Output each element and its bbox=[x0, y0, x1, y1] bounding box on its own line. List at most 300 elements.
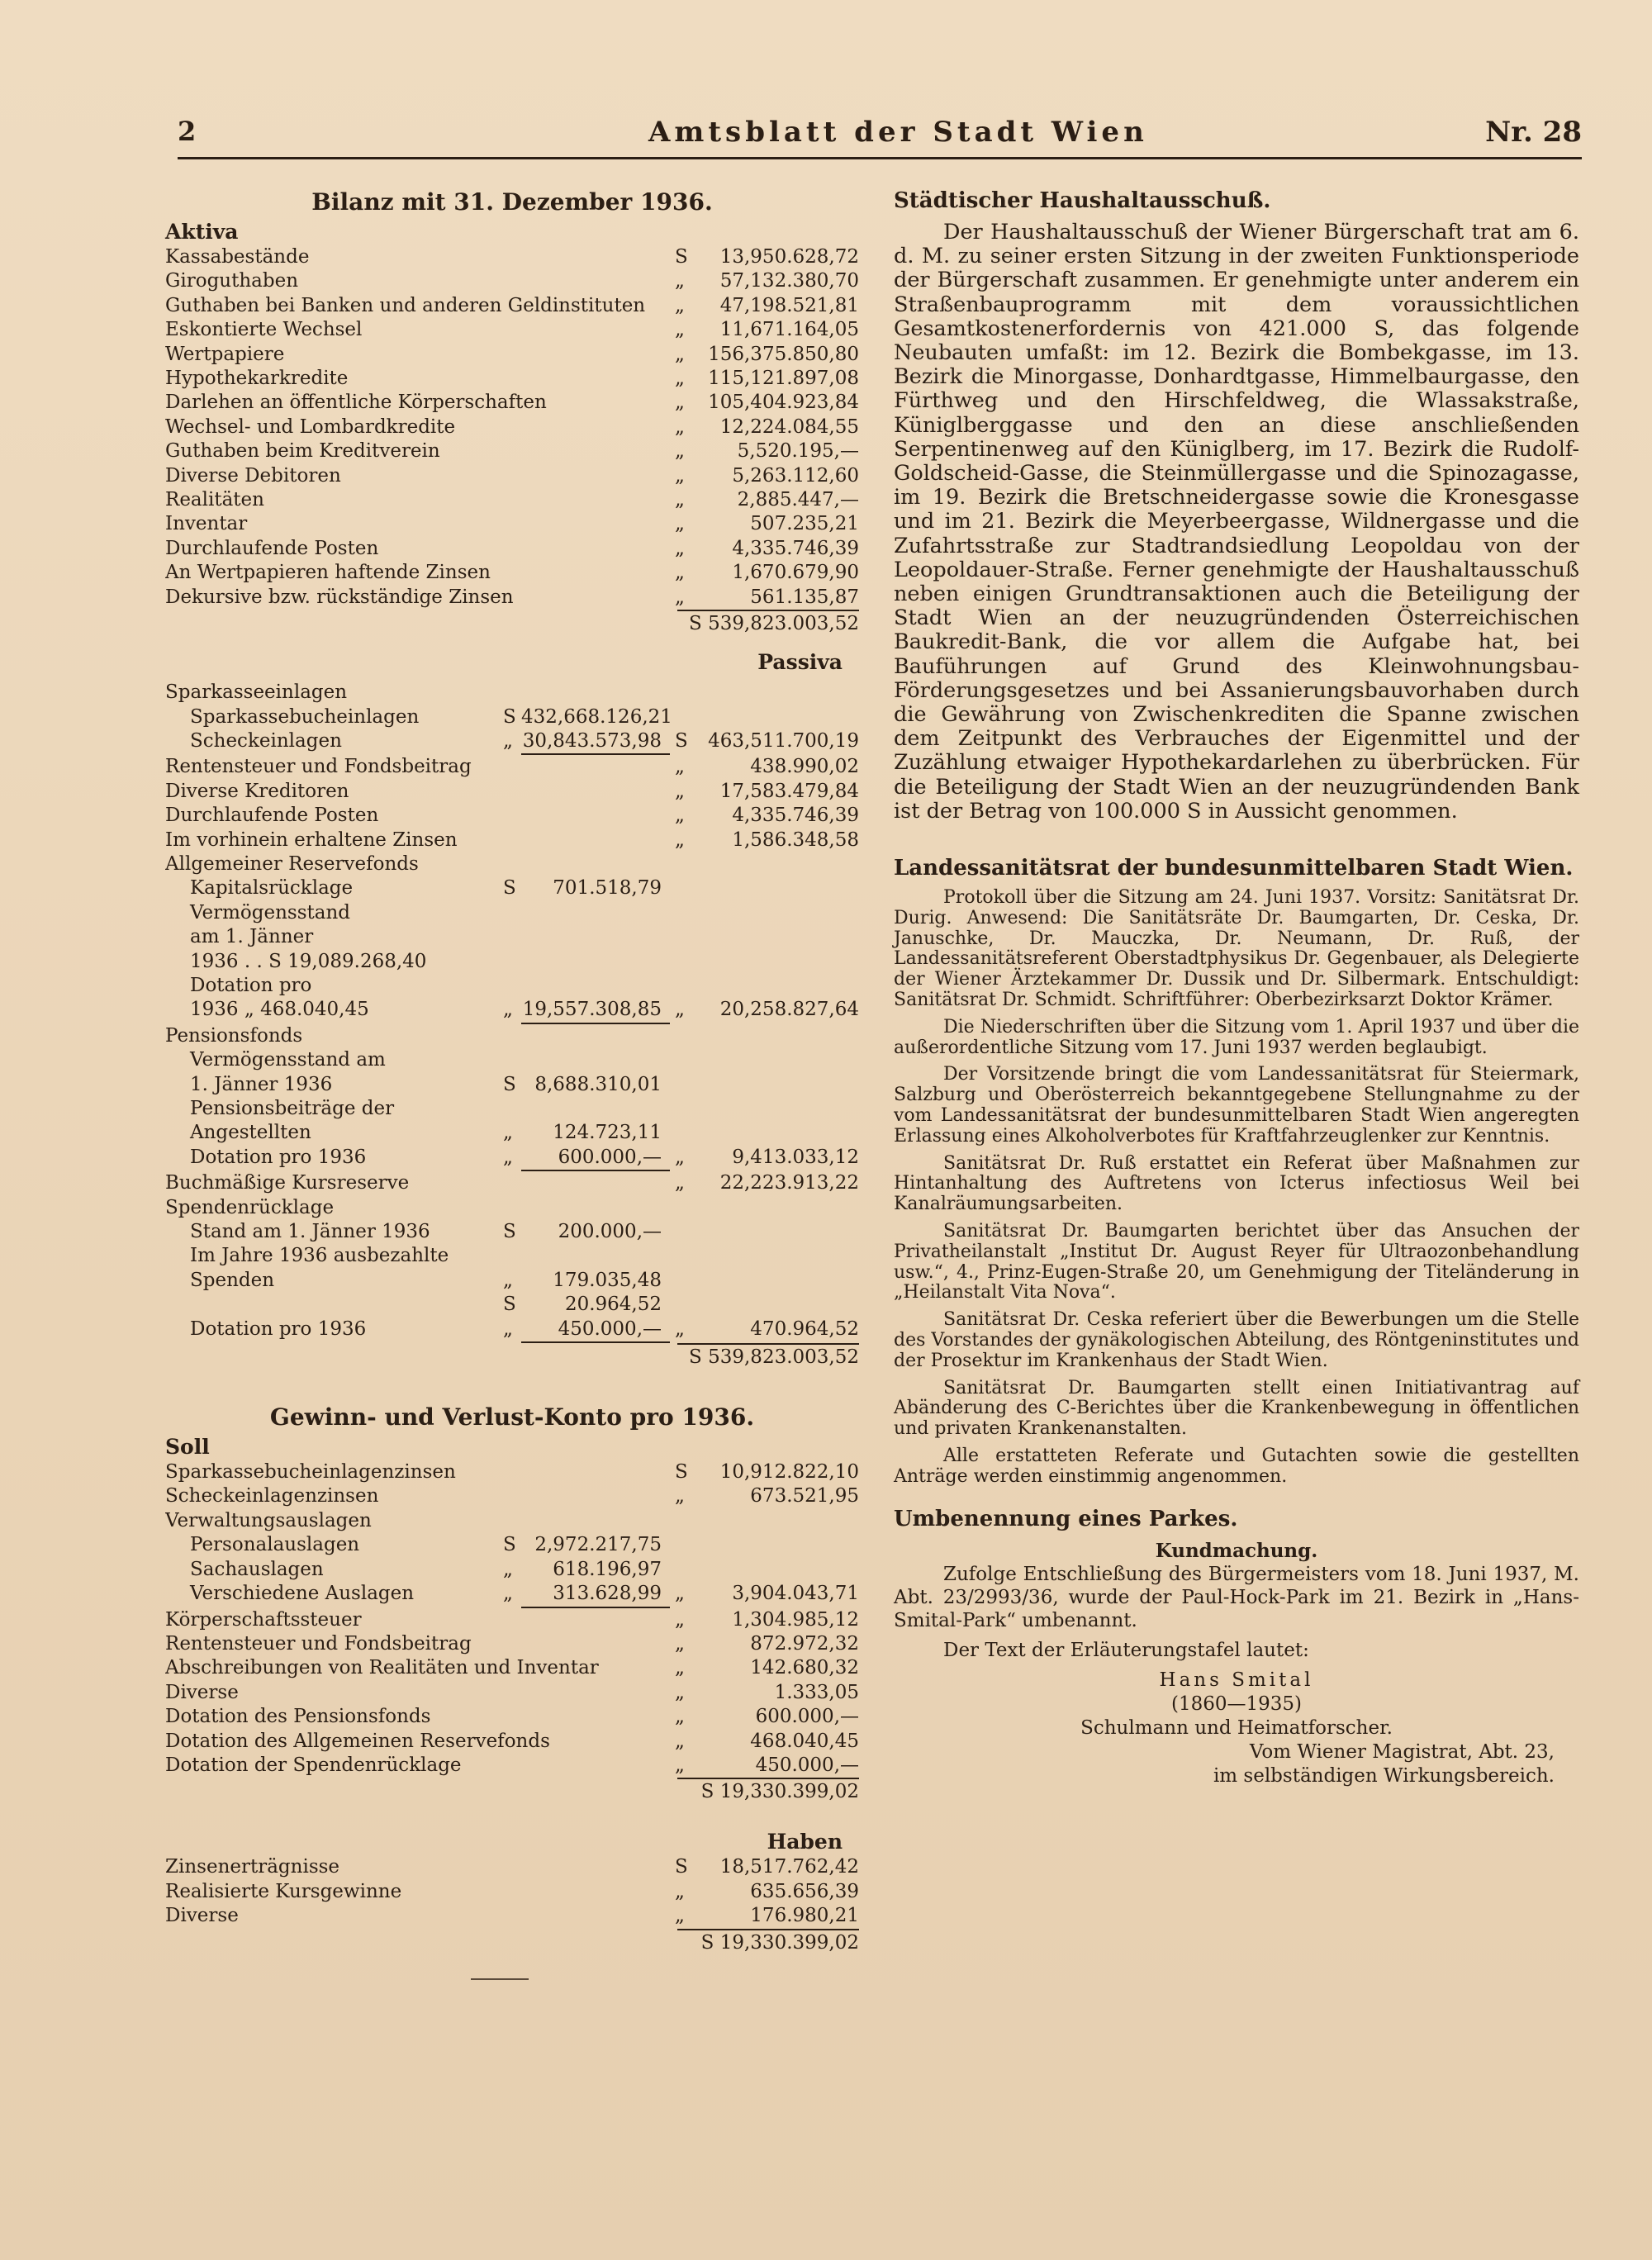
reserve-row bbox=[165, 974, 859, 998]
row-value bbox=[698, 876, 859, 900]
row-value: 18,517.762,42 bbox=[719, 1856, 859, 1878]
row-value: 1.333,05 bbox=[774, 1681, 859, 1703]
soll-list-a bbox=[165, 1460, 859, 1509]
row-value bbox=[698, 1121, 859, 1145]
row-subtotal: 313.628,99 bbox=[521, 1582, 670, 1607]
row-label: Wechsel- und Lombardkredite bbox=[165, 415, 456, 438]
row-currency bbox=[670, 1048, 698, 1072]
park-sign-2: im selbständigen Wirkungsbereich. bbox=[1213, 1765, 1555, 1787]
row-subtotal-currency: S bbox=[503, 1534, 516, 1556]
row-label: Durchlaufende Posten bbox=[165, 537, 379, 559]
aktiva-row bbox=[165, 269, 859, 293]
sanitaet-paragraph: Sanitätsrat Dr. Baumgarten berichtet über das Ansuchen der Privatheilanstalt „Institut Dr. August Reyer für Ultraozonbehandlung usw.“, 4., Prinz-Eugen-Straße 20, um Genehmigung der Titeländerung in „Heilanstalt Vita Nova“. bbox=[894, 1221, 1579, 1303]
reserve-list bbox=[165, 876, 859, 1023]
row-currency bbox=[670, 1558, 698, 1582]
row-currency: „ bbox=[675, 1318, 685, 1340]
row-label: Rentensteuer und Fondsbeitrag bbox=[165, 1632, 472, 1655]
row-subtotal-currency bbox=[503, 974, 521, 998]
row-subtotal: 19,557.308,85 bbox=[521, 998, 670, 1023]
row-label: Diverse Kreditoren bbox=[165, 780, 349, 802]
row-value: 3,904.043,71 bbox=[732, 1583, 859, 1605]
spenden-row bbox=[165, 1244, 859, 1268]
closing-rule bbox=[471, 1978, 529, 1980]
row-subtotal-currency: „ bbox=[503, 999, 513, 1021]
verwaltung-row bbox=[165, 1582, 859, 1607]
soll-row bbox=[165, 1730, 859, 1754]
row-label: Zinsenerträgnisse bbox=[165, 1856, 340, 1878]
row-subtotal: 8,688.310,01 bbox=[534, 1073, 662, 1095]
row-subtotal-currency: S bbox=[503, 1294, 516, 1316]
row-label: Stand am 1. Jänner 1936 bbox=[190, 1221, 430, 1243]
park-intro: Der Text der Erläuterungstafel lautet: bbox=[943, 1639, 1309, 1661]
row-currency bbox=[670, 974, 698, 998]
soll-row bbox=[165, 1460, 859, 1484]
bilanz-title: Bilanz mit 31. Dezember 1936. bbox=[311, 188, 713, 216]
page-header bbox=[178, 116, 1582, 155]
row-currency bbox=[670, 901, 698, 925]
row-value: 176.980,21 bbox=[750, 1905, 859, 1927]
park-subtitle: Kundmachung. bbox=[1155, 1539, 1318, 1562]
spenden-list bbox=[165, 1220, 859, 1343]
soll-list-b bbox=[165, 1608, 859, 1778]
passiva-heading: Passiva bbox=[757, 650, 843, 675]
row-value: 105,404.923,84 bbox=[708, 392, 859, 414]
row-currency: „ bbox=[675, 562, 685, 584]
row-subtotal: 2,972.217,75 bbox=[534, 1534, 662, 1556]
pension-list bbox=[165, 1048, 859, 1171]
passiva-row bbox=[165, 705, 859, 729]
row-label: Darlehen an öffentliche Körperschaften bbox=[165, 392, 547, 414]
row-value: 142.680,32 bbox=[750, 1657, 859, 1679]
spenden-row bbox=[165, 1220, 859, 1244]
row-value bbox=[698, 1269, 859, 1293]
row-currency: „ bbox=[675, 392, 685, 414]
row-currency: „ bbox=[675, 415, 685, 438]
row-label: Giroguthaben bbox=[165, 270, 299, 292]
row-label: Durchlaufende Posten bbox=[165, 805, 379, 827]
row-label: Im Jahre 1936 ausbezahlte bbox=[190, 1245, 449, 1267]
row-label: Diverse bbox=[165, 1905, 239, 1927]
row-value: 4,335.746,39 bbox=[732, 805, 859, 827]
row-value: 507.235,21 bbox=[750, 513, 859, 535]
row-label: Inventar bbox=[165, 513, 248, 535]
passiva-row bbox=[165, 829, 859, 852]
row-label: Dotation pro 1936 bbox=[190, 1146, 367, 1168]
row-label: Körperschaftssteuer bbox=[165, 1608, 362, 1631]
soll-row bbox=[165, 1656, 859, 1680]
row-value: 11,671.164,05 bbox=[719, 319, 859, 341]
row-subtotal-currency: S bbox=[503, 705, 516, 728]
row-subtotal bbox=[521, 974, 670, 998]
row-subtotal-currency: „ bbox=[503, 1558, 513, 1580]
row-label: Realisierte Kursgewinne bbox=[165, 1880, 402, 1902]
row-currency bbox=[670, 1269, 698, 1293]
row-currency bbox=[670, 1244, 698, 1268]
row-value: 17,583.479,84 bbox=[719, 780, 859, 802]
row-value: 10,912.822,10 bbox=[719, 1461, 859, 1484]
row-subtotal-currency: „ bbox=[503, 1146, 513, 1168]
sanitaet-title: Landessanitätsrat der bundesunmittelbaren Stadt Wien. bbox=[894, 856, 1574, 881]
row-currency: „ bbox=[675, 1730, 685, 1752]
aktiva-list bbox=[165, 245, 859, 610]
row-currency: „ bbox=[675, 319, 685, 341]
row-value: 12,224.084,55 bbox=[719, 415, 859, 438]
row-value: 1,670.679,90 bbox=[732, 562, 859, 584]
reserve-row bbox=[165, 901, 859, 925]
soll-row bbox=[165, 1705, 859, 1729]
row-subtotal bbox=[521, 925, 670, 949]
row-currency: „ bbox=[675, 1754, 685, 1776]
row-value: 463,511.700,19 bbox=[708, 729, 859, 752]
row-label: Dotation des Allgemeinen Reservefonds bbox=[165, 1730, 550, 1752]
row-subtotal-currency bbox=[503, 755, 521, 779]
row-subtotal: 432,668.126,21 bbox=[521, 705, 672, 728]
aktiva-row bbox=[165, 391, 859, 415]
row-currency: „ bbox=[675, 1880, 685, 1902]
row-label bbox=[165, 1293, 503, 1317]
row-label: Sparkassebucheinlagenzinsen bbox=[165, 1461, 456, 1484]
row-label: Guthaben bei Banken und anderen Geldinstituten bbox=[165, 294, 646, 316]
row-label: Vermögensstand bbox=[190, 901, 351, 923]
aktiva-row bbox=[165, 245, 859, 269]
reserve-row bbox=[165, 876, 859, 900]
row-currency: „ bbox=[675, 513, 685, 535]
row-currency: „ bbox=[675, 368, 685, 390]
verwaltung-heading: Verwaltungsauslagen bbox=[165, 1509, 372, 1531]
row-value: 673.521,95 bbox=[750, 1485, 859, 1507]
haben-total: S 19,330.399,02 bbox=[165, 1929, 859, 1955]
row-subtotal: 450.000,— bbox=[521, 1318, 670, 1343]
park-years: (1860—1935) bbox=[1170, 1693, 1302, 1715]
aktiva-row bbox=[165, 367, 859, 391]
passiva-list bbox=[165, 705, 859, 852]
row-label: Kassabestände bbox=[165, 246, 310, 268]
park-role: Schulmann und Heimatforscher. bbox=[1080, 1716, 1393, 1739]
row-value bbox=[698, 901, 859, 925]
passiva-row bbox=[165, 755, 859, 779]
row-value: 4,335.746,39 bbox=[732, 537, 859, 559]
verwaltung-list bbox=[165, 1533, 859, 1607]
row-subtotal-currency: „ bbox=[503, 1269, 513, 1291]
row-currency: „ bbox=[675, 1485, 685, 1507]
row-value: 115,121.897,08 bbox=[708, 368, 859, 390]
park-text: Zufolge Entschließung des Bürgermeisters vom 18. Juni 1937, M. Abt. 23/2993/36, wurde der Paul-Hock-Park im 21. Bezirk in „Hans-Smital-Park“ umbenannt. bbox=[894, 1563, 1579, 1631]
verwaltung-row bbox=[165, 1533, 859, 1557]
aktiva-row bbox=[165, 488, 859, 512]
row-value: 47,198.521,81 bbox=[719, 294, 859, 316]
row-currency bbox=[670, 925, 698, 949]
row-label: Pensionsbeiträge der bbox=[190, 1098, 395, 1119]
row-subtotal-currency bbox=[503, 1048, 521, 1072]
row-label: Angestellten bbox=[190, 1122, 311, 1144]
row-subtotal-currency bbox=[503, 804, 521, 828]
row-currency: „ bbox=[675, 1706, 685, 1728]
row-subtotal-currency bbox=[503, 925, 521, 949]
row-label: Guthaben beim Kreditverein bbox=[165, 440, 440, 463]
row-subtotal: 20.964,52 bbox=[564, 1294, 662, 1316]
row-subtotal bbox=[521, 950, 670, 974]
row-currency: „ bbox=[675, 343, 685, 365]
row-label: Wertpapiere bbox=[165, 343, 285, 365]
soll-total: S 19,330.399,02 bbox=[165, 1778, 859, 1804]
aktiva-row bbox=[165, 464, 859, 488]
row-value bbox=[698, 1244, 859, 1268]
row-subtotal: 124.723,11 bbox=[553, 1122, 662, 1144]
reserve-row bbox=[165, 925, 859, 949]
row-subtotal: 179.035,48 bbox=[553, 1269, 662, 1291]
row-subtotal-currency: „ bbox=[503, 729, 513, 752]
row-value: 57,132.380,70 bbox=[719, 270, 859, 292]
aktiva-row bbox=[165, 294, 859, 318]
row-value: 468.040,45 bbox=[750, 1730, 859, 1752]
row-label: Personalauslagen bbox=[190, 1534, 360, 1556]
sparkasse-heading: Sparkasseeinlagen bbox=[165, 681, 348, 704]
row-value: 600.000,— bbox=[755, 1706, 859, 1728]
issue-number: Nr. 28 bbox=[1485, 116, 1582, 149]
row-value bbox=[698, 1073, 859, 1097]
row-currency: „ bbox=[675, 270, 685, 292]
row-label: Verschiedene Auslagen bbox=[190, 1583, 415, 1605]
row-label: Vermögensstand am bbox=[190, 1049, 386, 1071]
row-currency bbox=[670, 705, 698, 729]
row-currency: „ bbox=[675, 780, 685, 802]
row-subtotal-currency: S bbox=[503, 877, 516, 900]
pension-row bbox=[165, 1146, 859, 1171]
reserve-heading: Allgemeiner Reservefonds bbox=[165, 852, 419, 875]
row-subtotal-currency bbox=[503, 780, 521, 804]
row-label: Dotation des Pensionsfonds bbox=[165, 1706, 431, 1728]
row-currency: „ bbox=[675, 586, 685, 608]
soll-row bbox=[165, 1608, 859, 1632]
row-subtotal bbox=[521, 1097, 670, 1121]
row-currency: „ bbox=[675, 756, 685, 778]
row-label: An Wertpapieren haftende Zinsen bbox=[165, 562, 491, 584]
row-label: am 1. Jänner bbox=[190, 926, 314, 948]
row-value: 13,950.628,72 bbox=[719, 246, 859, 268]
sanitaet-paragraph: Die Niederschriften über die Sitzung vom 1. April 1937 und über die außerordentliche Sitzung vom 17. Juni 1937 werden beglaubigt. bbox=[894, 1016, 1579, 1058]
row-currency: S bbox=[675, 1461, 688, 1484]
row-value bbox=[698, 1293, 859, 1317]
sanitaet-paragraph: Protokoll über die Sitzung am 24. Juni 1937. Vorsitz: Sanitätsrat Dr. Durig. Anwesend: Die Sanitätsräte Dr. Baumgarten, Dr. Ceska, Dr. Januschke, Dr. Mauczka, Dr. Neumann, Dr. Ruß, der Landessanitätsreferent Oberstadtphysikus Dr. Gegenbauer, als Delegierte der Wiener Ärztekammer Dr. Dussik und Dr. Silbermark. Entschuldigt: Sanitätsrat Dr. Schmidt. Schriftführer: Oberbezirksarzt Doktor Krämer. bbox=[894, 887, 1579, 1011]
row-label: Rentensteuer und Fondsbeitrag bbox=[165, 756, 472, 778]
sanitaet-paragraph: Sanitätsrat Dr. Baumgarten stellt einen Initiativantrag auf Abänderung des C-Berichtes über die Krankenbewegung in öffentlichen und privaten Krankenanstalten. bbox=[894, 1377, 1579, 1440]
row-label: 1. Jänner 1936 bbox=[190, 1073, 333, 1095]
row-label: Scheckeinlagen bbox=[190, 729, 342, 752]
row-subtotal-currency: „ bbox=[503, 1318, 513, 1340]
spenden-heading: Spendenrücklage bbox=[165, 1196, 335, 1218]
row-subtotal: 618.196,97 bbox=[553, 1558, 662, 1580]
haben-heading: Haben bbox=[767, 1830, 843, 1854]
soll-heading: Soll bbox=[165, 1435, 210, 1460]
pension-row bbox=[165, 1048, 859, 1072]
row-value bbox=[698, 1048, 859, 1072]
aktiva-row bbox=[165, 586, 859, 610]
row-subtotal-currency bbox=[503, 1244, 521, 1268]
row-currency: „ bbox=[675, 464, 685, 487]
pension-heading: Pensionsfonds bbox=[165, 1024, 303, 1047]
row-value: 5,263.112,60 bbox=[732, 464, 859, 487]
row-label: Diverse Debitoren bbox=[165, 464, 341, 487]
row-subtotal-currency: S bbox=[503, 1221, 516, 1243]
row-subtotal bbox=[521, 829, 670, 852]
row-currency: S bbox=[675, 246, 688, 268]
row-value: 20,258.827,64 bbox=[719, 999, 859, 1021]
row-subtotal bbox=[521, 804, 670, 828]
row-subtotal: 30,843.573,98 bbox=[521, 729, 670, 755]
row-currency: „ bbox=[675, 294, 685, 316]
sanitaet-paragraph: Sanitätsrat Dr. Ceska referiert über die Bewerbungen um die Stelle des Vorstandes der gynäkologischen Abteilung, des Röntgeninstitutes und der Prosektur im Krankenhaus der Stadt Wien. bbox=[894, 1309, 1579, 1371]
row-currency: „ bbox=[675, 805, 685, 827]
pension-row bbox=[165, 1097, 859, 1121]
right-column bbox=[894, 186, 1579, 1788]
row-value bbox=[698, 1558, 859, 1582]
spenden-row bbox=[165, 1293, 859, 1317]
soll-row bbox=[165, 1754, 859, 1778]
row-currency bbox=[670, 1220, 698, 1244]
passiva-row bbox=[165, 804, 859, 828]
spenden-row bbox=[165, 1269, 859, 1293]
haben-list bbox=[165, 1855, 859, 1928]
row-subtotal-currency bbox=[503, 901, 521, 925]
park-sign-1: Vom Wiener Magistrat, Abt. 23, bbox=[1249, 1740, 1555, 1763]
sanitaet-paragraph: Der Vorsitzende bringt die vom Landessanitätsrat für Steiermark, Salzburg und Oberösterreich bekanntgegebene Stellungnahme zu der vom Landessanitätsrat der bundesunmittelbaren Stadt Wien angeregten Erlassung eines Alkoholverbotes für Kraftfahrzeuglenker zur Kenntnis. bbox=[894, 1064, 1579, 1147]
guv-title: Gewinn- und Verlust-Konto pro 1936. bbox=[269, 1403, 755, 1431]
soll-row bbox=[165, 1681, 859, 1705]
row-value: 9,413.033,12 bbox=[732, 1146, 859, 1168]
row-label: Dotation pro 1936 bbox=[190, 1318, 367, 1340]
pension-row bbox=[165, 1073, 859, 1097]
row-subtotal: 600.000,— bbox=[521, 1146, 670, 1171]
row-currency bbox=[670, 1073, 698, 1097]
soll-row bbox=[165, 1632, 859, 1656]
row-label: Abschreibungen von Realitäten und Inventar bbox=[165, 1657, 599, 1679]
sanitaet-paragraph: Alle erstatteten Referate und Gutachten sowie die gestellten Anträge werden einstimmig angenommen. bbox=[894, 1446, 1579, 1487]
row-value: 450.000,— bbox=[755, 1754, 859, 1776]
row-currency: „ bbox=[675, 1583, 685, 1605]
page-number: 2 bbox=[178, 116, 197, 147]
row-label: Eskontierte Wechsel bbox=[165, 319, 363, 341]
row-subtotal: 200.000,— bbox=[558, 1221, 662, 1243]
passiva-row bbox=[165, 729, 859, 755]
row-value: 438.990,02 bbox=[750, 756, 859, 778]
row-value bbox=[698, 705, 859, 729]
row-currency: „ bbox=[675, 1657, 685, 1679]
row-currency: „ bbox=[675, 1681, 685, 1703]
row-subtotal-currency bbox=[503, 829, 521, 852]
row-value: 470.964,52 bbox=[750, 1318, 859, 1340]
row-label: Sparkassebucheinlagen bbox=[190, 705, 420, 728]
row-subtotal-currency: S bbox=[503, 1073, 516, 1095]
row-currency: S bbox=[675, 1856, 688, 1878]
row-currency: „ bbox=[675, 1632, 685, 1655]
row-subtotal bbox=[521, 1048, 670, 1072]
row-subtotal-currency: „ bbox=[503, 1122, 513, 1144]
pension-row bbox=[165, 1121, 859, 1145]
row-currency bbox=[670, 1097, 698, 1121]
row-value: 5,520.195,— bbox=[737, 440, 859, 463]
haben-row bbox=[165, 1855, 859, 1879]
row-value bbox=[698, 1220, 859, 1244]
aktiva-heading: Aktiva bbox=[165, 220, 239, 244]
row-currency: „ bbox=[675, 1146, 685, 1168]
row-currency bbox=[670, 1293, 698, 1317]
row-currency: „ bbox=[675, 440, 685, 463]
row-label: Dotation der Spendenrücklage bbox=[165, 1754, 462, 1776]
row-value: 872.972,32 bbox=[750, 1632, 859, 1655]
left-column bbox=[165, 186, 859, 1980]
reserve-row bbox=[165, 950, 859, 974]
row-value: 156,375.850,80 bbox=[708, 343, 859, 365]
row-currency bbox=[670, 876, 698, 900]
row-value bbox=[698, 1533, 859, 1557]
spenden-row bbox=[165, 1318, 859, 1343]
row-label: 1936 . . S 19,089.268,40 bbox=[190, 950, 427, 972]
row-value: 1,586.348,58 bbox=[732, 829, 859, 851]
row-currency: „ bbox=[675, 1905, 685, 1927]
row-currency: S bbox=[675, 729, 688, 752]
kursreserve-row: Buchmäßige Kursreserve „ 22,223.913,22 bbox=[165, 1172, 859, 1194]
row-label: Hypothekarkredite bbox=[165, 368, 349, 390]
row-subtotal-currency: „ bbox=[503, 1583, 513, 1605]
haushalt-title: Städtischer Haushaltausschuß. bbox=[894, 188, 1271, 213]
reserve-row bbox=[165, 998, 859, 1023]
row-label: 1936 „ 468.040,45 bbox=[190, 999, 369, 1021]
aktiva-row bbox=[165, 318, 859, 342]
row-label: Dekursive bzw. rückständige Zinsen bbox=[165, 586, 514, 608]
sanitaet-text bbox=[894, 888, 1579, 1488]
passiva-row bbox=[165, 780, 859, 804]
row-label: Dotation pro bbox=[190, 974, 312, 996]
row-label: Kapitalsrücklage bbox=[190, 877, 354, 900]
sanitaet-paragraph: Sanitätsrat Dr. Ruß erstattet ein Referat über Maßnahmen zur Hintanhaltung des Auftretens von Icterus infectiosus Weil bei Kanalräumungsarbeiten. bbox=[894, 1152, 1579, 1215]
row-currency bbox=[670, 1533, 698, 1557]
row-label: Diverse bbox=[165, 1681, 239, 1703]
soll-row bbox=[165, 1484, 859, 1508]
park-title: Umbenennung eines Parkes. bbox=[894, 1506, 1238, 1531]
row-currency: „ bbox=[675, 1608, 685, 1631]
passiva-total: S 539,823.003,52 bbox=[165, 1343, 859, 1370]
row-subtotal bbox=[521, 901, 670, 925]
masthead-title: Amtsblatt der Stadt Wien bbox=[648, 116, 1148, 149]
header-rule bbox=[178, 157, 1582, 159]
aktiva-row bbox=[165, 415, 859, 439]
haushalt-text: Der Haushaltausschuß der Wiener Bürgerschaft trat am 6. d. M. zu seiner ersten Sitzung in der zweiten Funktionsperiode der Bürgerschaft zusammen. Er genehmigte unter anderem ein Straßenbauprogramm mit dem voraussichtlichen Gesamtkostenerfordernis von 421.000 S, das folgende Neubauten umfaßt: im 12. Bezirk die Bombekgasse, im 13. Bezirk die Minorgasse, Donhardtgasse, Himmelbaurgasse, den Fürthweg und den Hirschfeldweg, die Wlassakstraße, Küniglberggasse und den an diese anschließenden Serpentinenweg auf den Küniglberg, im 17. Bezirk die Rudolf-Goldscheid-Gasse, die Steinmüllergasse und die Spinozagasse, im 19. Bezirk die Bretschneidergasse sowie die Kronesgasse und im 21. Bezirk die Meyerbeergasse, Wildnergasse und die Zufahrtsstraße zur Stadtrandsiedlung Leopoldau von der Leopoldauer-Straße. Ferner genehmigte der Haushaltausschuß neben einigen Grundtransaktionen auch die Beteiligung der Stadt Wien an der neuzugründenden Österreichischen Baukredit-Bank, die vor allem die Aufgabe hat, bei Bauführungen auf Grund des Kleinwohnungsbau-Förderungsgesetzes und bei Assanierungsbauvorhaben durch die Gewährung von Zwischenkrediten die Spanne zwischen dem Zeitpunkt des Verbrauches der Eigenmittel und der Zuzählung etwaiger Hypothekardarlehen zu überbrücken. Für die Beteiligung der Stadt Wien an der neuzugründenden Bank ist der Betrag von 100.000 S in Aussicht genommen. bbox=[894, 220, 1579, 824]
row-subtotal-currency bbox=[503, 1097, 521, 1121]
row-value bbox=[698, 925, 859, 949]
row-value bbox=[698, 1097, 859, 1121]
row-currency: „ bbox=[675, 489, 685, 511]
aktiva-row bbox=[165, 561, 859, 585]
aktiva-total: S 539,823.003,52 bbox=[165, 610, 859, 636]
row-value: 2,885.447,— bbox=[737, 489, 859, 511]
row-subtotal-currency bbox=[503, 950, 521, 974]
row-value bbox=[698, 950, 859, 974]
row-value: 635.656,39 bbox=[750, 1880, 859, 1902]
row-label: Realitäten bbox=[165, 489, 264, 511]
aktiva-row bbox=[165, 439, 859, 463]
verwaltung-row bbox=[165, 1558, 859, 1582]
row-currency: „ bbox=[675, 537, 685, 559]
row-subtotal bbox=[521, 780, 670, 804]
row-subtotal bbox=[521, 755, 670, 779]
haben-row bbox=[165, 1904, 859, 1928]
row-subtotal bbox=[521, 1244, 670, 1268]
park-name: Hans Smital bbox=[1159, 1669, 1314, 1691]
row-currency: „ bbox=[675, 829, 685, 851]
row-value: 561.135,87 bbox=[750, 586, 859, 608]
row-value bbox=[698, 974, 859, 998]
row-value: 1,304.985,12 bbox=[732, 1608, 859, 1631]
